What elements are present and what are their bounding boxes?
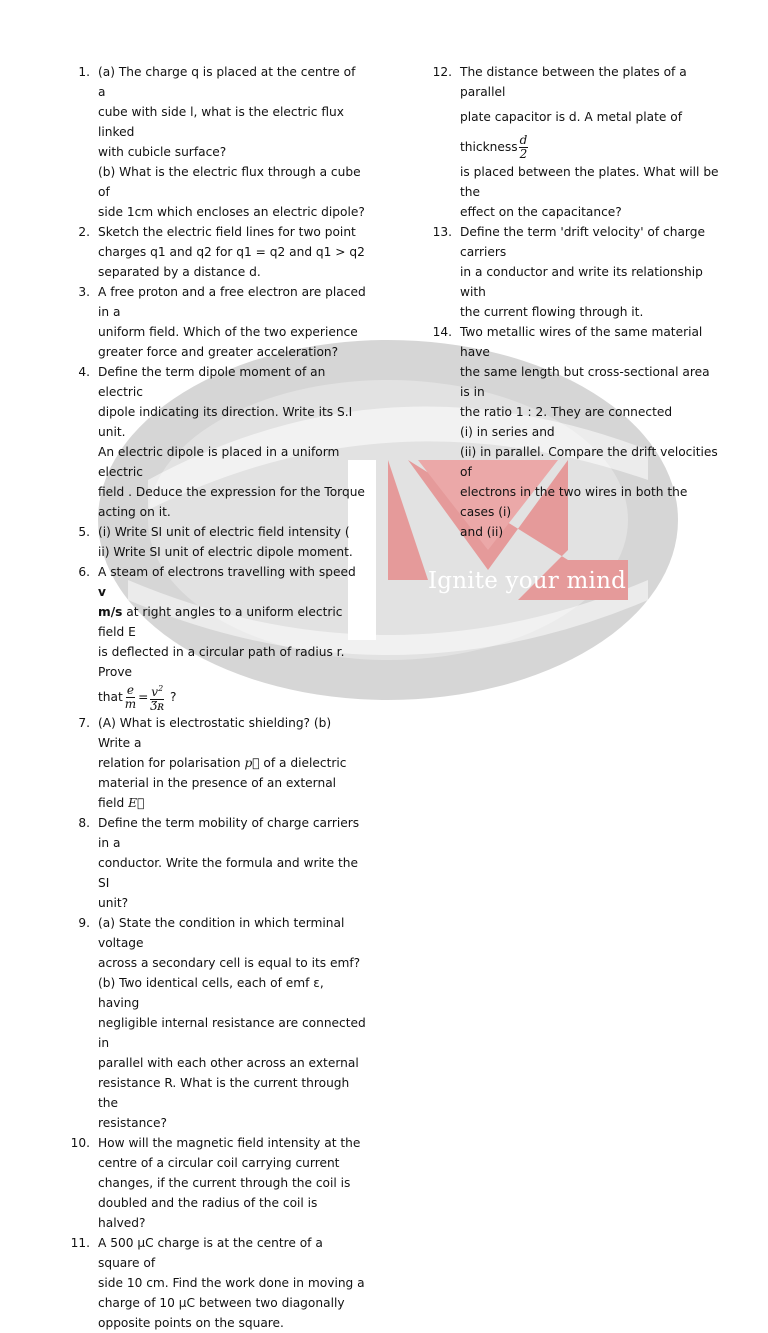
question-number: 1. (78, 65, 90, 79)
question-line: side 1cm which encloses an electric dipole? (98, 205, 365, 219)
question-line: acting on it. (98, 505, 171, 519)
q6-unit: m/s (98, 605, 123, 619)
question-line: uniform field. Which of the two experience (98, 325, 358, 339)
question-number: 13. (432, 225, 452, 239)
question-5 (60, 522, 366, 562)
question-6 (60, 562, 366, 713)
question-line: dipole indicating its direction. Write its S.I unit. (98, 405, 353, 439)
question-line: charge of 10 µC between two diagonally (98, 1296, 345, 1310)
question-line: (b) What is the electric flux through a cube of (98, 165, 361, 199)
question-line: changes, if the current through the coil is (98, 1176, 351, 1190)
question-line: opposite points on the square. (98, 1316, 284, 1330)
question-12: 12. The distance between the plates of a parallel plate capacitor is d. A metal plate of thickness $\frac{d}{2}$ is placed between the plates. What will be the effect on the capacitance? (422, 62, 720, 222)
question-line: the current flowing through it. (460, 305, 644, 319)
question-line: A 500 µC charge is at the centre of a square of (98, 1236, 323, 1270)
question-line: across a secondary cell is equal to its emf? (98, 956, 361, 970)
question-line: (i) in series and (460, 425, 555, 439)
question-number: 8. (78, 816, 90, 830)
question-number: 4. (78, 365, 90, 379)
question-line: greater force and greater acceleration? (98, 345, 339, 359)
watermark-tagline: Ignite your mind (428, 568, 627, 594)
question-line: ii) Write SI unit of electric dipole moment. (98, 545, 353, 559)
question-number: 9. (78, 916, 90, 930)
question-line: doubled and the radius of the coil is halved? (98, 1196, 318, 1230)
question-4 (60, 362, 366, 522)
q6-speed-symbol: v (98, 585, 106, 599)
question-line: (ii) in parallel. Compare the drift velocities of (460, 445, 718, 479)
question-line: in a conductor and write its relationship with (460, 265, 703, 299)
question-line: side 10 cm. Find the work done in moving a (98, 1276, 365, 1290)
question-2 (60, 222, 366, 282)
question-10 (60, 1133, 366, 1233)
question-line: Define the term dipole moment of an electric (98, 365, 326, 399)
question-number: 2. (78, 225, 90, 239)
question-number: 11. (70, 1236, 90, 1250)
question-14 (422, 322, 720, 542)
question-line: charges q1 and q2 for q1 = q2 and q1 > q2 (98, 245, 365, 259)
question-line: Sketch the electric field lines for two point (98, 225, 356, 239)
question-line: resistance R. What is the current through the (98, 1076, 350, 1110)
question-line: parallel with each other across an external (98, 1056, 359, 1070)
question-line: and (ii) (460, 525, 504, 539)
question-8 (60, 813, 366, 913)
question-number: 7. (78, 716, 90, 730)
question-line: (b) Two identical cells, each of emf ε, having (98, 976, 324, 1010)
question-11 (60, 1233, 366, 1333)
question-3 (60, 282, 366, 362)
left-column (60, 62, 366, 1333)
question-line: Define the term mobility of charge carriers in a (98, 816, 360, 850)
question-number: 5. (78, 525, 90, 539)
q12-line4: effect on the capacitance? (460, 205, 622, 219)
question-line: (i) Write SI unit of electric field intensity ( (98, 525, 350, 539)
fraction-v2-over-r: $\frac{v^2}{\text{Ʒʀ}}$ (150, 684, 165, 713)
q12-line3: is placed between the plates. What will be the (460, 165, 719, 199)
fraction-d-over-2: $\frac{d}{2}$ (519, 133, 528, 161)
q6-equation-line: that $\frac{e}{m}$ = $\frac{v^2}{\text{Ʒʀ}}$ ? (98, 683, 177, 713)
q6-line2: at right angles to a uniform electric field E (98, 605, 343, 639)
question-line: conductor. Write the formula and write the SI (98, 856, 359, 890)
question-7: 7. (A) What is electrostatic shielding? (b) Write a relation for polarisation p⃗ of a dielectric material in the presence of an external field E⃗ (60, 713, 366, 813)
question-line: cube with side l, what is the electric flux linked (98, 105, 344, 139)
question-line: How will the magnetic field intensity at the (98, 1136, 361, 1150)
question-line: (a) State the condition in which terminal voltage (98, 916, 345, 950)
question-line: (a) The charge q is placed at the centre of a (98, 65, 356, 99)
question-line: centre of a circular coil carrying current (98, 1156, 340, 1170)
question-line: the same length but cross-sectional area is in (460, 365, 710, 399)
question-number: 14. (432, 325, 452, 339)
fraction-e-over-m: $\frac{e}{m}$ (124, 683, 137, 711)
question-line: Define the term 'drift velocity' of charge carriers (460, 225, 705, 259)
question-line: unit? (98, 896, 129, 910)
q6-line3: is deflected in a circular path of radius r. Prove (98, 645, 345, 679)
q7-line1: (A) What is electrostatic shielding? (b) Write a (98, 716, 332, 750)
q6-line1: A steam of electrons travelling with speed (98, 565, 356, 579)
q12-line1: The distance between the plates of a parallel (460, 65, 687, 99)
question-line: electrons in the two wires in both the cases (i) (460, 485, 688, 519)
question-line: with cubicle surface? (98, 145, 227, 159)
field-symbol: E⃗ (128, 796, 145, 810)
question-line: An electric dipole is placed in a uniform electric (98, 445, 340, 479)
polarisation-symbol: p⃗ (244, 756, 260, 770)
question-9 (60, 913, 366, 1133)
question-line: the ratio 1 : 2. They are connected (460, 405, 673, 419)
question-number: 10. (70, 1136, 90, 1150)
question-number: 3. (78, 285, 90, 299)
question-number: 12. (432, 65, 452, 79)
question-line: Two metallic wires of the same material have (460, 325, 703, 359)
question-1 (60, 62, 366, 222)
question-line: A free proton and a free electron are placed in a (98, 285, 366, 319)
question-number: 6. (78, 565, 90, 579)
question-13 (422, 222, 720, 322)
right-column (422, 62, 720, 542)
question-line: resistance? (98, 1116, 167, 1130)
question-line: field . Deduce the expression for the Torque (98, 485, 365, 499)
question-line: separated by a distance d. (98, 265, 261, 279)
question-line: negligible internal resistance are connected in (98, 1016, 366, 1050)
